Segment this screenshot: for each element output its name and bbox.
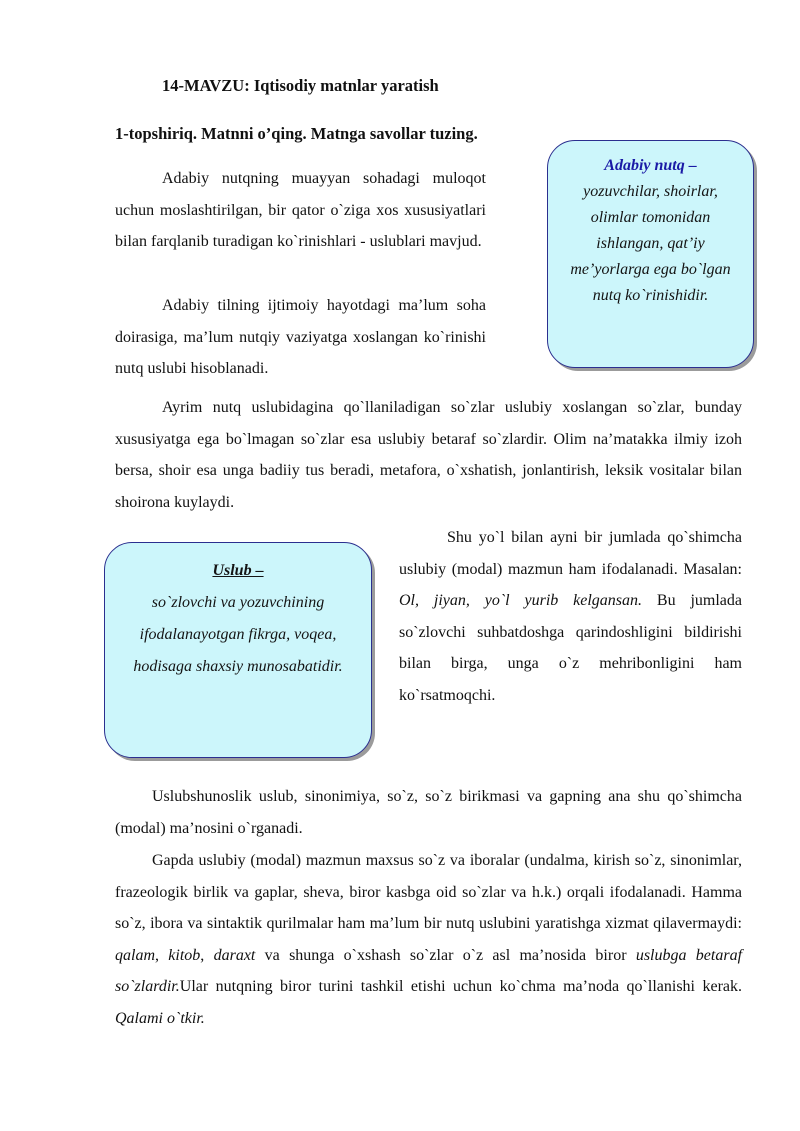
paragraph-6-text-1: Gapda uslubiy (modal) mazmun maxsus so`z va iboralar (undalma, kirish so`z, sinonimlar, frazeologik birlik va gaplar, sheva, biror kasbga oid so`zlar va h.k.) orqali ifodalanadi. Hamma so`z, ibora va sintaktik qurilmalar ham ma’lum bir nutq uslubini yaratishga xizmat qilavermaydi:	[115, 852, 742, 932]
paragraph-4	[399, 522, 742, 711]
example-word-daraxt: daraxt	[213, 946, 256, 964]
uslub-callout	[104, 542, 372, 758]
task-heading: 1-topshiriq. Matnni o’qing. Matnga savollar tuzing.	[115, 124, 478, 143]
paragraph-6-text-2: va shunga o`xshash so`zlar o`z asl ma’nosida biror	[255, 946, 636, 964]
example-word-qalam: qalam	[115, 946, 155, 964]
adabiy-nutq-callout	[547, 140, 754, 368]
paragraph-2: Adabiy tilning ijtimoiy hayotdagi ma’lum soha doirasiga, ma’lum nutqiy vaziyatga xoslangan ko`rinishi nutq uslubi hisoblanadi.	[115, 297, 486, 377]
paragraph-3: Ayrim nutq uslubidagina qo`llaniladigan so`zlar uslubiy xoslangan so`zlar, bunday xususiyatga ega bo`lmagan so`zlar esa uslubiy betaraf so`zlardir. Olim na’matakka ilmiy izoh bersa, shoir esa unga badiiy tus beradi, metafora, o`xshatish, jonlantirish, leksik vositalar bilan shoirona kuylaydi.	[115, 399, 742, 511]
paragraph-6-example: Qalami o`tkir.	[115, 1009, 205, 1027]
adabiy-nutq-definition: yozuvchilar, shoirlar, olimlar tomonidan ishlangan, qat’iy me’yorlarga ega bo`lgan nutq ko`rinishidir.	[570, 183, 731, 304]
page-title: 14-MAVZU: Iqtisodiy matnlar yaratish	[162, 76, 439, 95]
paragraph-5: Uslubshunoslik uslub, sinonimiya, so`z, so`z birikmasi va gapning ana shu qo`shimcha (modal) ma’nosini o`rganadi.	[115, 788, 742, 837]
uslub-definition: so`zlovchi va yozuvchining ifodalanayotgan fikrga, voqea, hodisaga shaxsiy munosabatidir.	[133, 594, 343, 675]
example-word-kitob: kitob	[168, 946, 201, 964]
comma-2: ,	[200, 946, 214, 964]
paragraph-6-text-3: Ular nutqning biror turini tashkil etishi uchun ko`chma ma’noda qo`llanishi kerak.	[179, 978, 742, 995]
comma-1: ,	[155, 946, 169, 964]
emphasis-betaraf: uslubga betaraf so`zlardir.	[115, 946, 743, 995]
paragraph-6	[115, 845, 742, 1034]
paragraph-4-explanation: Bu jumlada so`zlovchi suhbatdoshga qarindoshligini bildirishi bilan birga, unga o`z mehribonligini ham ko`rsatmoqchi.	[399, 592, 742, 704]
paragraph-4-text: Shu yo`l bilan ayni bir jumlada qo`shimcha uslubiy (modal) mazmun ham ifodalanadi. Masalan:	[399, 529, 742, 578]
paragraph-4-example: Ol, jiyan, yo`l yurib kelgansan.	[399, 592, 643, 609]
uslub-term: Uslub –	[212, 562, 264, 579]
paragraph-1: Adabiy nutqning muayyan sohadagi muloqot uchun moslashtirilgan, bir qator o`ziga xos xususiyatlari bilan farqlanib turadigan ko`rinishlari - uslublari mavjud.	[115, 170, 486, 250]
adabiy-nutq-term: Adabiy nutq –	[604, 157, 697, 174]
